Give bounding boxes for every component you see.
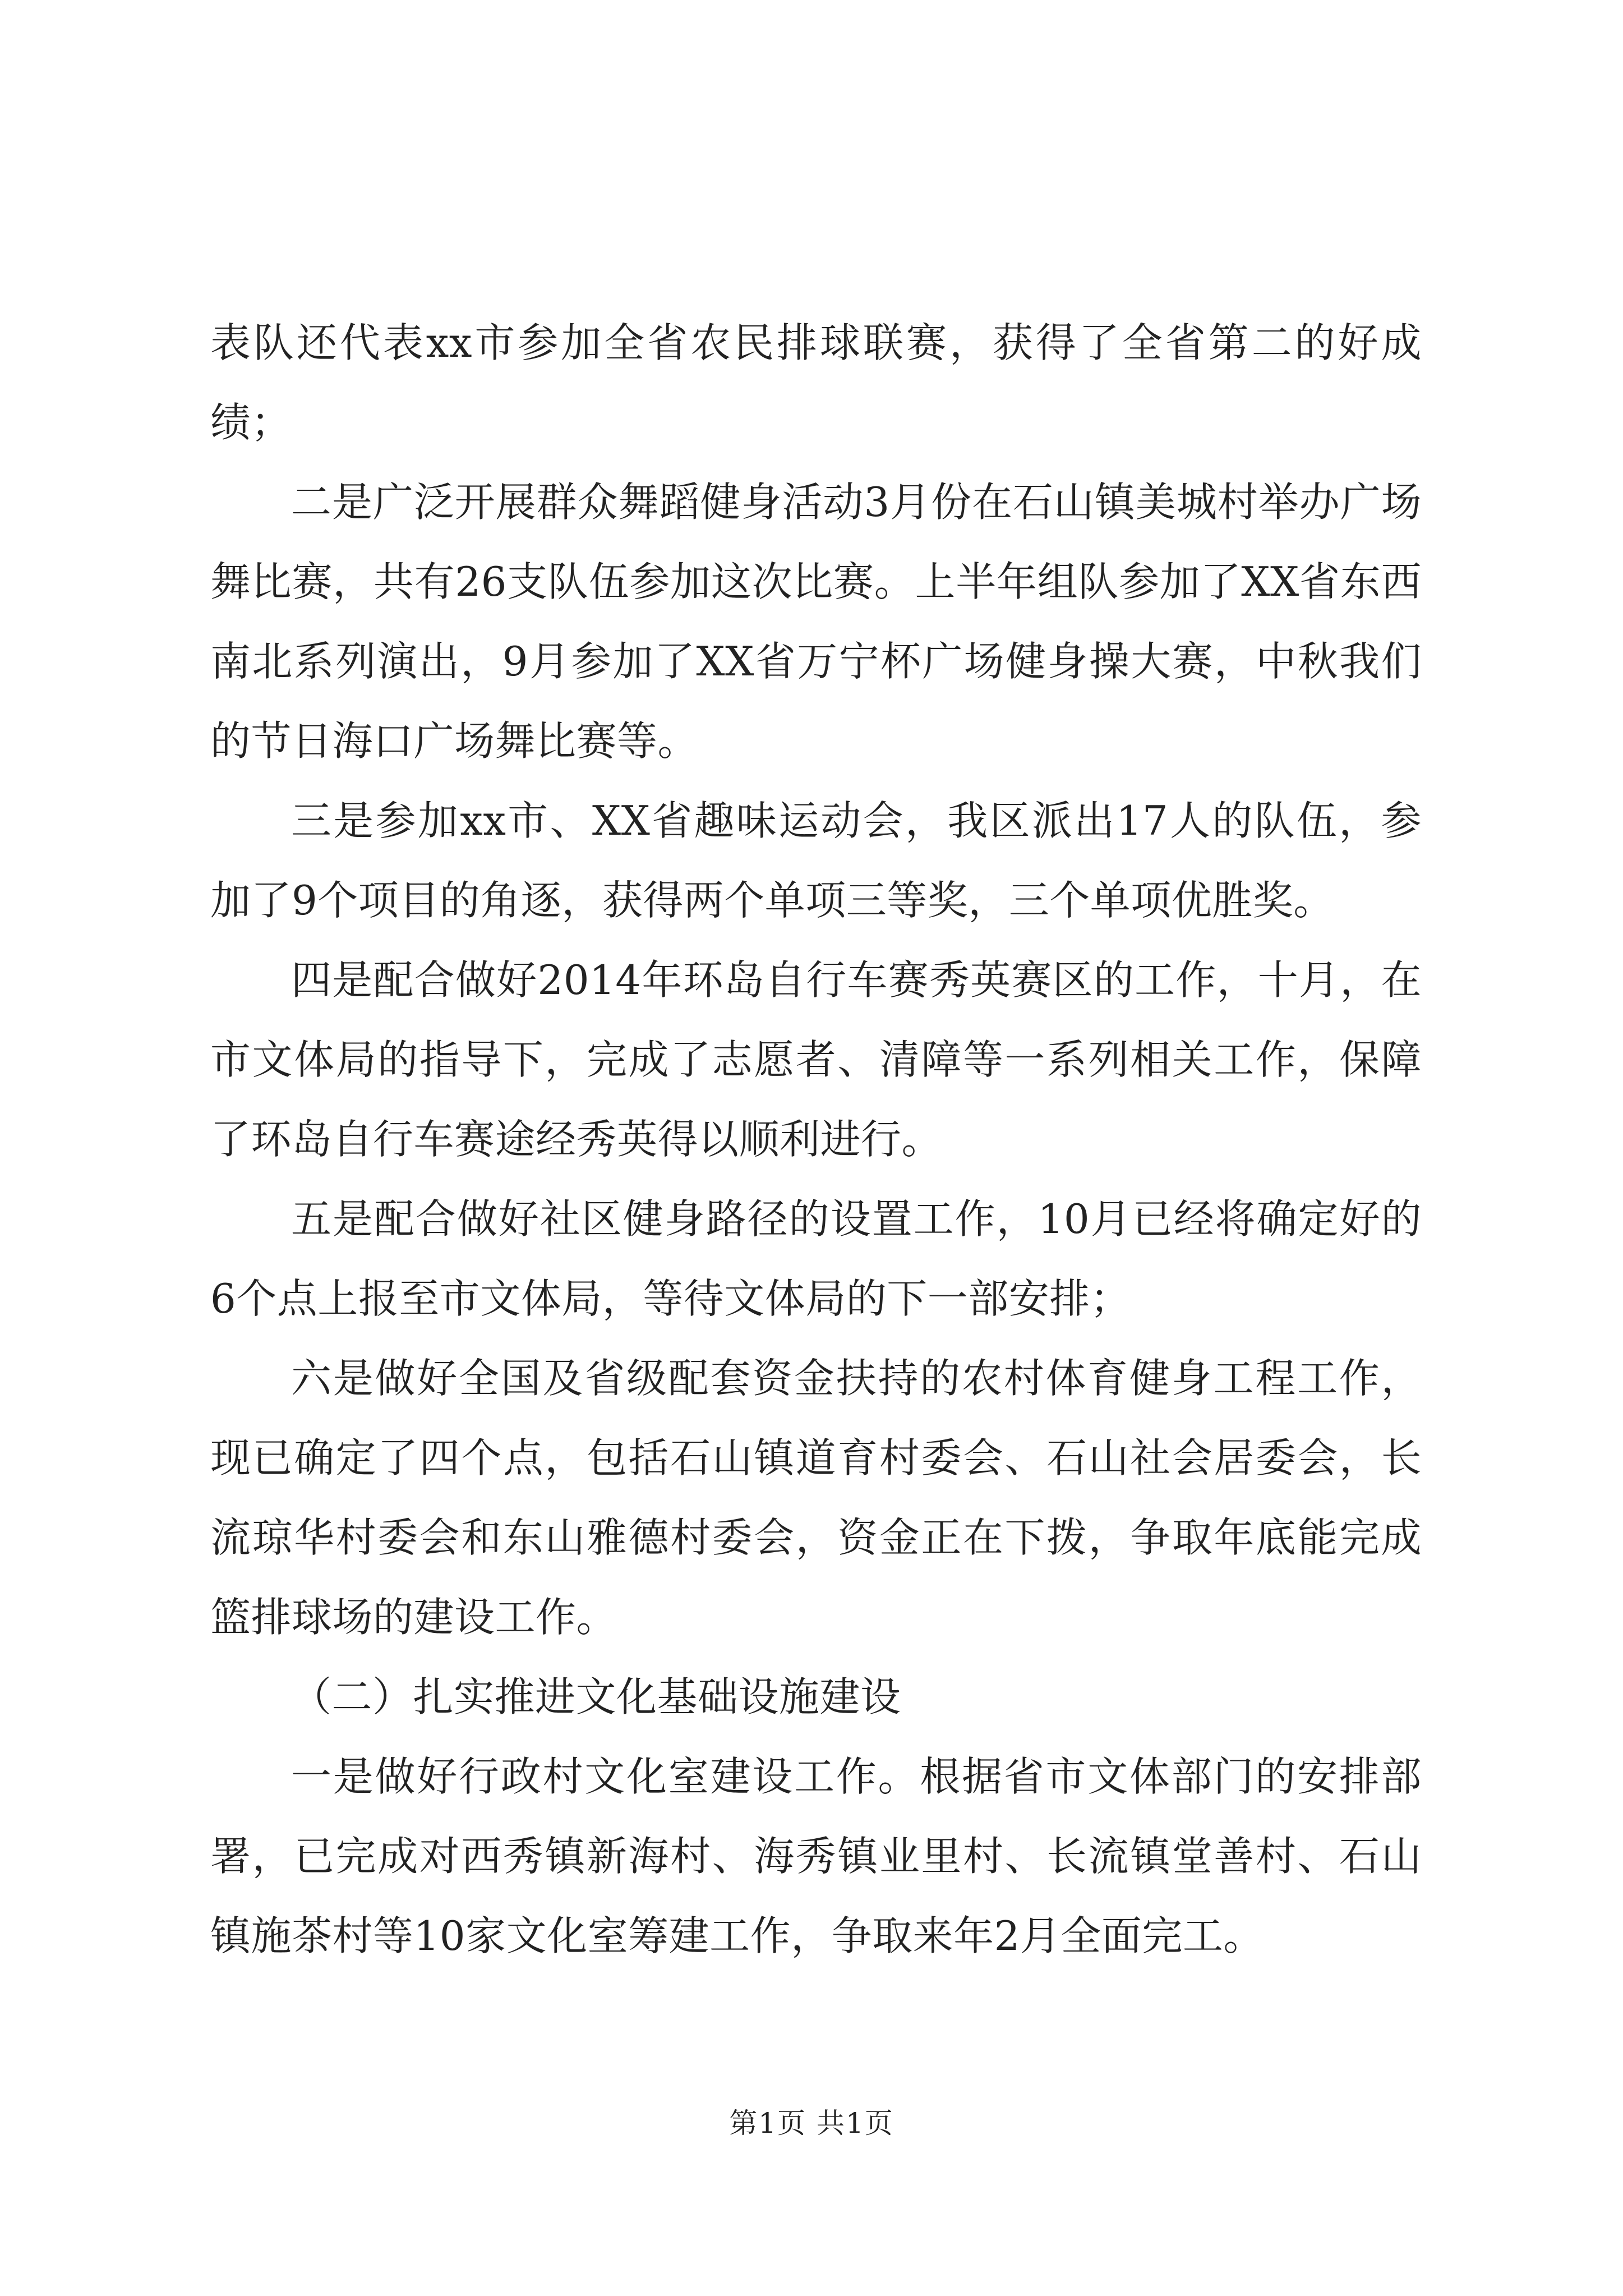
- paragraph-item-3: 三是参加xx市、XX省趣味运动会，我区派出17人的队伍，参加了9个项目的角逐，获得两个单项三等奖，三个单项优胜奖。: [210, 797, 1422, 924]
- paragraph-item-6: 六是做好全国及省级配套资金扶持的农村体育健身工程工作，现已确定了四个点，包括石山镇道育村委会、石山社会居委会，长流琼华村委会和东山雅德村委会，资金正在下拨，争取年底能完成篮排球场的建设工作。: [210, 1355, 1422, 1641]
- paragraph-item-5: 五是配合做好社区健身路径的设置工作，10月已经将确定好的6个点上报至市文体局，等待文体局的下一部安排；: [210, 1195, 1422, 1322]
- paragraph-item-1-section-2: 一是做好行政村文化室建设工作。根据省市文体部门的安排部署，已完成对西秀镇新海村、海秀镇业里村、长流镇堂善村、石山镇施茶村等10家文化室筹建工作，争取来年2月全面完工。: [210, 1753, 1422, 1959]
- document-body: [210, 303, 1422, 1976]
- paragraph-item-4: 四是配合做好2014年环岛自行车赛秀英赛区的工作，十月，在市文体局的指导下，完成了志愿者、清障等一系列相关工作，保障了环岛自行车赛途经秀英得以顺利进行。: [210, 956, 1422, 1163]
- paragraph-item-2: 二是广泛开展群众舞蹈健身活动3月份在石山镇美城村举办广场舞比赛，共有26支队伍参加这次比赛。上半年组队参加了XX省东西南北系列演出，9月参加了XX省万宁杯广场健身操大赛，中秋我们的节日海口广场舞比赛等。: [210, 478, 1422, 765]
- page-footer: 第1页 共1页: [729, 2107, 894, 2139]
- section-heading: （二）扎实推进文化基础设施建设: [291, 1673, 901, 1720]
- paragraph-continuation: 表队还代表xx市参加全省农民排球联赛，获得了全省第二的好成绩；: [210, 319, 1422, 446]
